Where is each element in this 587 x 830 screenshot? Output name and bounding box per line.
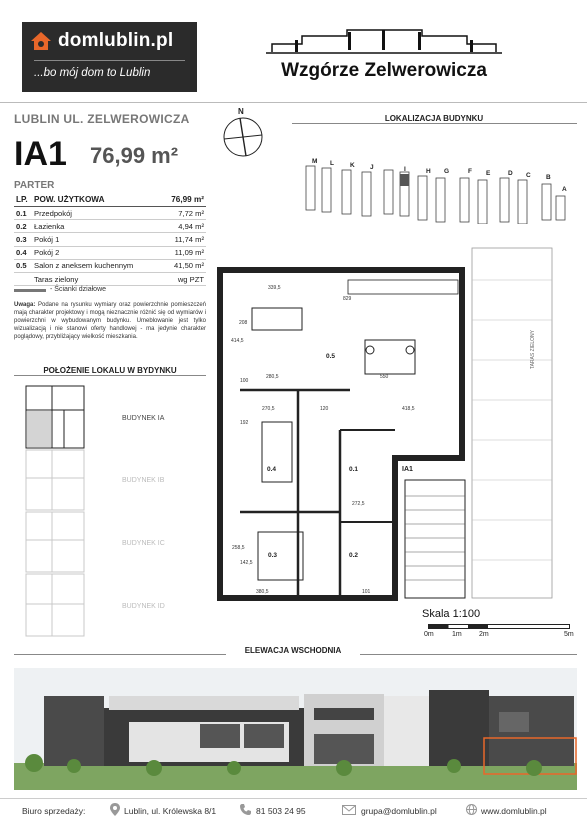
row-area: 41,50 m² <box>160 259 206 272</box>
letter-f: F <box>468 168 472 175</box>
disclaimer-note <box>14 301 206 341</box>
dim-9: 380,5 <box>256 589 269 595</box>
footer-divider <box>0 798 587 799</box>
table-row <box>14 233 206 246</box>
room-label-04: 0.4 <box>267 466 277 473</box>
scale-tick-2: 2m <box>479 631 489 638</box>
unit-location: LUBLIN UL. ZELWEROWICZA <box>14 112 190 126</box>
wall-legend-label: - Ścianki działowe <box>50 286 107 293</box>
letter-h: H <box>426 168 431 175</box>
dim-8: 272,5 <box>352 501 365 507</box>
building-label-ib: BUDYNEK IB <box>122 477 165 484</box>
row-lp: 0.5 <box>14 259 32 272</box>
site-location-map <box>286 158 576 224</box>
letter-g: G <box>444 168 450 175</box>
logo-name: domlublin.pl <box>58 30 174 51</box>
room-label-03: 0.3 <box>268 552 278 559</box>
letter-l: L <box>330 160 334 167</box>
table-row <box>14 207 206 220</box>
dim-15: 142,5 <box>240 560 253 566</box>
sales-office-label: Biuro sprzedaży: <box>22 806 86 816</box>
letter-a: A <box>562 186 567 193</box>
table-row <box>14 259 206 272</box>
footer-email[interactable]: grupa@domlublin.pl <box>361 806 437 816</box>
dim-16: 258,5 <box>232 545 245 551</box>
row-area: 4,94 m² <box>160 220 206 233</box>
row-area: 7,72 m² <box>160 207 206 220</box>
row-name: Łazienka <box>32 220 160 233</box>
location-title: LOKALIZACJA BUDYNKU <box>370 114 498 123</box>
row-area: 11,09 m² <box>160 246 206 259</box>
dim-13: 100 <box>240 378 249 384</box>
dim-6: 120 <box>320 406 329 412</box>
dim-3: 280,5 <box>266 374 279 380</box>
project-logo-icon <box>262 22 506 58</box>
unit-level: PARTER <box>14 180 55 191</box>
letter-b: B <box>546 174 551 181</box>
table-row <box>14 272 206 285</box>
row-lp: 0.3 <box>14 233 32 246</box>
email-icon <box>342 805 356 815</box>
header-lp: LP. <box>14 193 32 207</box>
compass-icon <box>222 116 264 158</box>
footer-phone[interactable]: 81 503 24 95 <box>256 806 306 816</box>
dim-10: 101 <box>362 589 371 595</box>
header-divider <box>0 102 587 103</box>
letter-c: C <box>526 172 531 179</box>
room-label-02: 0.2 <box>349 552 359 559</box>
row-name: Taras zielony <box>32 272 160 285</box>
building-label-ia: BUDYNEK IA <box>122 415 165 422</box>
unit-area: 76,99 m² <box>90 143 179 168</box>
letter-i: I <box>404 166 406 173</box>
compass-north-label: N <box>238 107 244 116</box>
dim-1: 339,5 <box>268 285 281 291</box>
row-lp: 0.2 <box>14 220 32 233</box>
row-name: Przedpokój <box>32 207 160 220</box>
building-label-ic: BUDYNEK IC <box>122 540 165 547</box>
header-name: POW. UŻYTKOWA <box>32 193 160 207</box>
dim-12: 414,5 <box>231 338 244 344</box>
scale-tick-1: 1m <box>452 631 462 638</box>
location-pin-icon <box>110 803 120 816</box>
dim-2: 829 <box>343 296 352 302</box>
scale-bar <box>428 624 570 629</box>
table-row <box>14 220 206 233</box>
row-name: Pokój 1 <box>32 233 160 246</box>
logo-divider <box>34 60 185 61</box>
building-label-id: BUDYNEK ID <box>122 603 165 610</box>
dim-4: 550 <box>380 374 389 380</box>
unit-code: IA1 <box>14 135 67 173</box>
dim-7: 418,5 <box>402 406 415 412</box>
phone-icon <box>240 804 251 815</box>
dim-5: 270,5 <box>262 406 275 412</box>
footer-address: Lublin, ul. Królewska 8/1 <box>124 806 217 816</box>
globe-icon <box>466 804 477 815</box>
scale-tick-0: 0m <box>424 631 434 638</box>
rooms-table <box>14 193 206 286</box>
floor-plan <box>210 240 578 605</box>
footer-website[interactable]: www.domlublin.pl <box>481 806 547 816</box>
row-area: wg PZT <box>160 272 206 285</box>
logo-tagline: ...bo mój dom to Lublin <box>34 67 151 79</box>
terrace-label: TARAS ZIELONY <box>530 330 536 370</box>
room-label-01: 0.1 <box>349 466 359 473</box>
row-area: 11,74 m² <box>160 233 206 246</box>
letter-m: M <box>312 158 318 165</box>
header-area: 76,99 m² <box>160 193 206 207</box>
project-name: Wzgórze Zelwerowicza <box>281 60 487 81</box>
entrance-label: IA1 <box>402 466 413 473</box>
room-label-05: 0.5 <box>326 353 336 360</box>
scale-label: Skala 1:100 <box>422 608 481 620</box>
row-name: Pokój 2 <box>32 246 160 259</box>
note-label: Uwaga: <box>14 302 36 308</box>
house-logo-icon <box>30 31 52 51</box>
dim-14: 192 <box>240 420 249 426</box>
row-lp <box>14 272 32 285</box>
letter-d: D <box>508 170 513 177</box>
row-lp: 0.4 <box>14 246 32 259</box>
letter-k: K <box>350 162 355 169</box>
row-lp: 0.1 <box>14 207 32 220</box>
scale-tick-5: 5m <box>564 631 574 638</box>
logo <box>22 22 197 92</box>
elevation-title: ELEWACJA WSCHODNIA <box>226 646 360 655</box>
position-title: POŁOŻENIE LOKALU W BYDYNKU <box>14 366 206 375</box>
note-text: Podane na rysunku wymiary oraz powierzchnie pomieszczeń mają charakter projektowy i mogą nieznacznie różnić się od wymiarów i powierzchni w wybudowanym budynku. Umeblowanie jest tylko wizualizacją i nie stanowi oferty handlowej - ma jedynie charakter poglądowy, przybliżający wielkość mieszkania. <box>14 302 206 341</box>
dim-11: 208 <box>239 320 248 326</box>
row-name: Salon z aneksem kuchennym <box>32 259 160 272</box>
building-position-diagram <box>12 382 92 640</box>
letter-e: E <box>486 170 491 177</box>
letter-j: J <box>370 164 374 171</box>
table-row <box>14 246 206 259</box>
table-header-row <box>14 193 206 207</box>
elevation-render <box>14 668 577 790</box>
position-divider <box>14 375 206 376</box>
wall-legend-swatch <box>14 289 46 292</box>
location-divider <box>292 123 577 124</box>
